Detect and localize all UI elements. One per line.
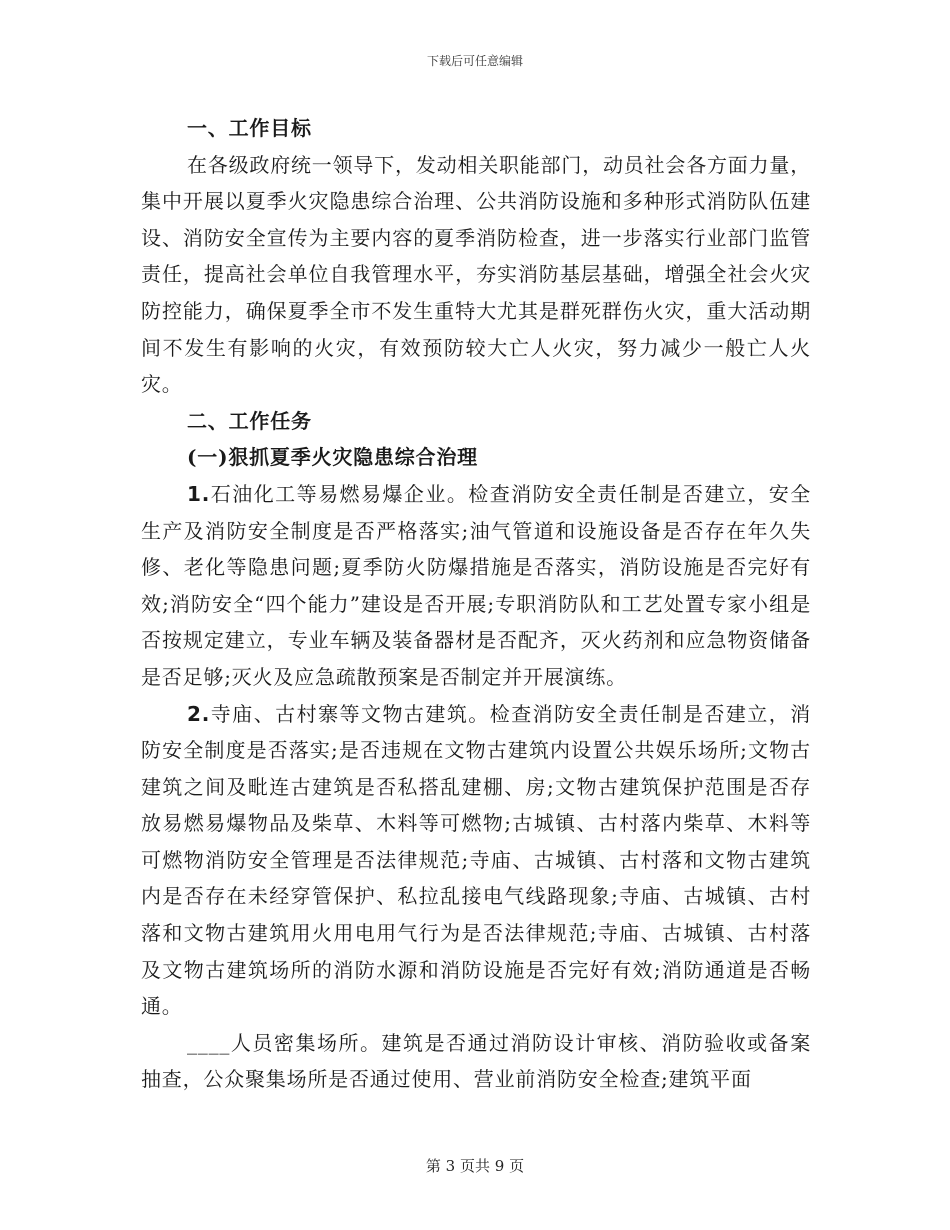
list-item-number: 1. (187, 481, 211, 506)
list-item-text: 人员密集场所。建筑是否通过消防设计审核、消防验收或备案抽查，公众聚集场所是否通过使用、营业前消防安全检查;建筑平面 (141, 1030, 811, 1092)
page-header: 下载后可任意编辑 (426, 54, 523, 68)
list-item-heritage-buildings (141, 696, 811, 1025)
section-heading-tasks: 二、工作任务 (187, 408, 312, 433)
paragraph-goals: 在各级政府统一领导下，发动相关职能部门，动员社会各方面力量，集中开展以夏季火灾隐患综合治理、公共消防设施和多种形式消防队伍建设、消防安全宣传为主要内容的夏季消防检查，进一步落实行业部门监管责任，提高社会单位自我管理水平，夯实消防基层基础，增强全社会火灾防控能力，确保夏季全市不发生重特大尤其是群死群伤火灾，重大活动期间不发生有影响的火灾，有效预防较大亡人火灾，努力减少一般亡人火灾。 (141, 152, 811, 397)
list-item-crowded-places (141, 1025, 811, 1098)
page-footer: 第 3 页共 9 页 (425, 1157, 525, 1175)
list-item-text: 寺庙、古村寨等文物古建筑。检查消防安全责任制是否建立，消防安全制度是否落实;是否违规在文物古建筑内设置公共娱乐场所;文物古建筑之间及毗连古建筑是否私搭乱建棚、房;文物古建筑保护范围是否存放易燃易爆物品及柴草、木料等可燃物;古城镇、古村落内柴草、木料等可燃物消防安全管理是否法律规范;寺庙、古城镇、古村落和文物古建筑内是否存在未经穿管保护、私拉乱接电气线路现象;寺庙、古城镇、古村落和文物古建筑用火用电用气行为是否法律规范;寺庙、古城镇、古村落及文物古建筑场所的消防水源和消防设施是否完好有效;消防通道是否畅通。 (141, 701, 811, 1019)
document-body (141, 110, 811, 1098)
subsection-heading-hazard-control: (一)狠抓夏季火灾隐患综合治理 (187, 445, 478, 470)
list-item-text: 石油化工等易燃易爆企业。检查消防安全责任制是否建立，安全生产及消防安全制度是否严格落实;油气管道和设施设备是否存在年久失修、老化等隐患问题;夏季防火防爆措施是否落实，消防设施是否完好有效;消防安全“四个能力”建设是否开展;专职消防队和工艺处置专家小组是否按规定建立，专业车辆及装备器材是否配齐，灭火药剂和应急物资储备是否足够;灭火及应急疏散预案是否制定并开展演练。 (141, 481, 811, 689)
list-item-number: 2. (187, 701, 211, 726)
list-item-petrochemical (141, 476, 811, 696)
blank-placeholder: ____ (187, 1030, 231, 1055)
section-heading-goals: 一、工作目标 (187, 116, 312, 140)
